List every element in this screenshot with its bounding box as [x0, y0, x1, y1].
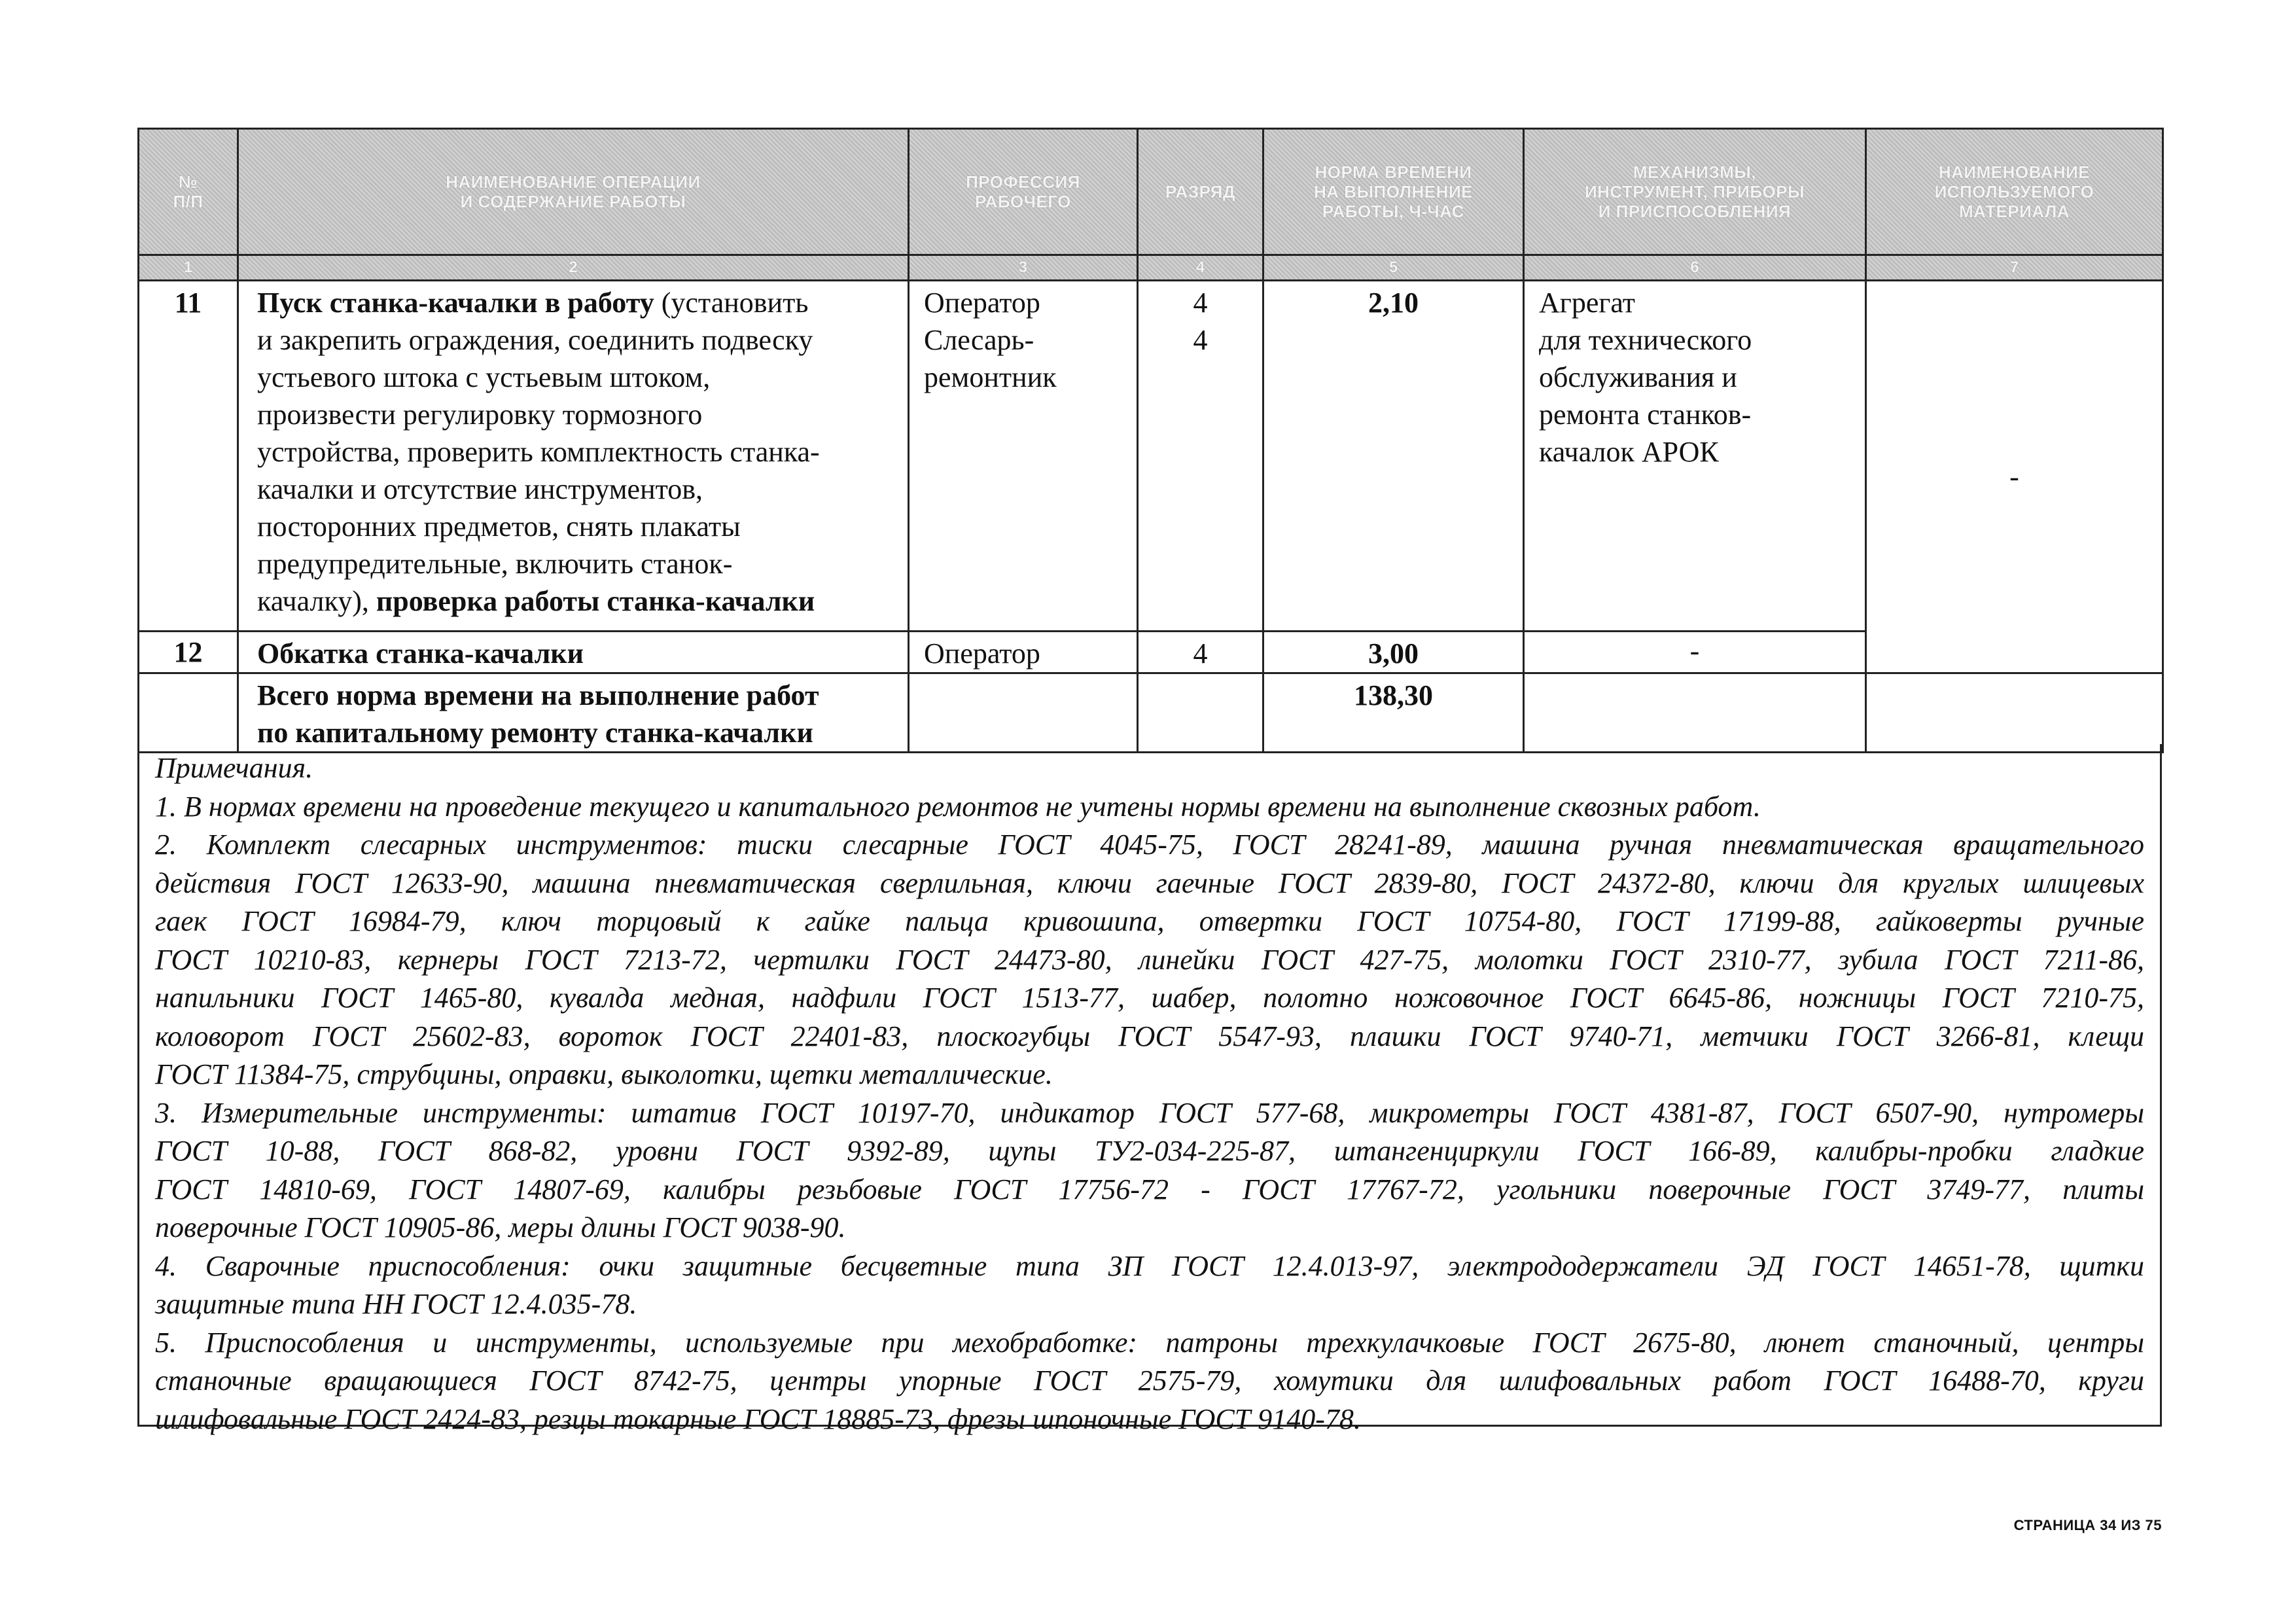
profession-cell: Оператор Слесарь- ремонтник — [909, 281, 1138, 632]
header-number: № П/П — [139, 129, 238, 255]
header-time-norm: НОРМА ВРЕМЕНИ НА ВЫПОЛНЕНИЕ РАБОТЫ, Ч-ЧАС — [1263, 129, 1524, 255]
header-grade: РАЗРЯД — [1138, 129, 1263, 255]
note-2: 2. Комплект слесарных инструментов: тиски слесарные ГОСТ 4045-75, ГОСТ 28241-89, машина ручная пневматическая вращательного действия ГОСТ 12633-90, машина пневматическая сверлильная, ключи гаечные ГОСТ 2839-80, ГОСТ 24372-80, ключи для круглых шлицевых гаек ГОСТ 16984-79, ключ торцовый к гайке пальца кривошипа, отвертки ГОСТ 10754-80, ГОСТ 17199-88, гайковерты ручные ГОСТ 10210-83, кернеры ГОСТ 7213-72, чертилки ГОСТ 24473-80, линейки ГОСТ 427-75, молотки ГОСТ 2310-77, зубила ГОСТ 7211-86, напильники ГОСТ 1465-80, кувалда медная, надфили ГОСТ 1513-77, шабер, полотно ножовочное ГОСТ 6645-86, ножницы ГОСТ 7210-75, коловорот ГОСТ 25602-83, вороток ГОСТ 22401-83, плоскогубцы ГОСТ 5547-93, плашки ГОСТ 9740-71, метчики ГОСТ 3266-81, клещи ГОСТ 11384-75, струбцины, оправки, выколотки, щетки металлические. — [155, 829, 2144, 1090]
work-norms-table — [137, 128, 2164, 753]
material-cell: - — [1866, 281, 2163, 673]
profession-cell: Оператор — [909, 632, 1138, 673]
column-number-row — [139, 255, 2163, 281]
column-number: 3 — [909, 255, 1138, 281]
note-1: 1. В нормах времени на проведение текущего и капитального ремонтов не учтены нормы времени на выполнение сквозных работ. — [155, 790, 1761, 823]
column-number: 2 — [238, 255, 909, 281]
row-number — [139, 673, 238, 753]
table-header-row — [139, 129, 2163, 255]
column-number: 6 — [1524, 255, 1866, 281]
column-number: 4 — [1138, 255, 1263, 281]
notes-section — [137, 744, 2162, 1435]
notes-title: Примечания. — [155, 752, 313, 784]
mechanisms-cell: Агрегат для технического обслуживания и ремонта станков- качалок АРОК — [1524, 281, 1866, 632]
grade-cell — [1138, 673, 1263, 753]
page-number: СТРАНИЦА 34 ИЗ 75 — [2013, 1517, 2162, 1533]
header-operation: НАИМЕНОВАНИЕ ОПЕРАЦИИ И СОДЕРЖАНИЕ РАБОТЫ — [238, 129, 909, 255]
note-3: 3. Измерительные инструменты: штатив ГОСТ 10197-70, индикатор ГОСТ 577-68, микрометры ГОСТ 4381-87, ГОСТ 6507-90, нутромеры ГОСТ 10-88, ГОСТ 868-82, уровни ГОСТ 9392-89, щупы ТУ2-034-225-87, штангенциркули ГОСТ 166-89, калибры-пробки гладкие ГОСТ 14810-69, ГОСТ 14807-69, калибры резьбовые ГОСТ 17756-72 - ГОСТ 17767-72, угольники поверочные ГОСТ 3749-77, плиты поверочные ГОСТ 10905-86, меры длины ГОСТ 9038-90. — [155, 1096, 2144, 1243]
operation-title: Пуск станка-качалки в работу — [257, 287, 654, 319]
mechanisms-cell: - — [1524, 632, 1866, 673]
header-material: НАИМЕНОВАНИЕ ИСПОЛЬЗУЕМОГО МАТЕРИАЛА — [1866, 129, 2163, 255]
note-4: 4. Сварочные приспособления: очки защитные бесцветные типа ЗП ГОСТ 12.4.013-97, электрододержатели ЭД ГОСТ 14651-78, щитки защитные типа НН ГОСТ 12.4.035-78. — [155, 1249, 2144, 1320]
header-mechanisms: МЕХАНИЗМЫ, ИНСТРУМЕНТ, ПРИБОРЫ И ПРИСПОСОБЛЕНИЯ — [1524, 129, 1866, 255]
operation-title: Обкатка станка-качалки — [238, 632, 909, 673]
operation-description: Пуск станка-качалки в работу (установить и закрепить ограждения, соединить подвеску устьевого штока с устьевым штоком, произвести регулировку тормозного устройства, проверить комплектность станка- качалки и отсутствие инструментов, посторонних предметов, снять плакаты предупредительные, включить станок- качалку), проверка работы станка-качалки — [238, 281, 909, 632]
table-row-12 — [139, 632, 2163, 673]
header-profession: ПРОФЕССИЯ РАБОЧЕГО — [909, 129, 1138, 255]
total-time-norm: 138,30 — [1263, 673, 1524, 753]
table-row-total — [139, 673, 2163, 753]
grade-cell: 4 4 — [1138, 281, 1263, 632]
note-5: 5. Приспособления и инструменты, используемые при мехобработке: патроны трехкулачковые ГОСТ 2675-80, люнет станочный, центры станочные вращающиеся ГОСТ 8742-75, центры упорные ГОСТ 2575-79, хомутики для шлифовальных работ ГОСТ 16488-70, круги шлифовальные ГОСТ 2424-83, резцы токарные ГОСТ 18885-73, фрезы шпоночные ГОСТ 9140-78. — [155, 1326, 2144, 1435]
column-number: 1 — [139, 255, 238, 281]
grade-cell: 4 — [1138, 632, 1263, 673]
column-number: 5 — [1263, 255, 1524, 281]
profession-cell — [909, 673, 1138, 753]
time-norm-cell: 2,10 — [1263, 281, 1524, 632]
row-number: 12 — [139, 632, 238, 673]
time-norm-cell: 3,00 — [1263, 632, 1524, 673]
total-label: Всего норма времени на выполнение работ по капитальному ремонту станка-качалки — [238, 673, 909, 753]
mechanisms-cell — [1524, 673, 1866, 753]
row-number: 11 — [139, 281, 238, 632]
material-cell — [1866, 673, 2163, 753]
column-number: 7 — [1866, 255, 2163, 281]
table-row-11 — [139, 281, 2163, 632]
